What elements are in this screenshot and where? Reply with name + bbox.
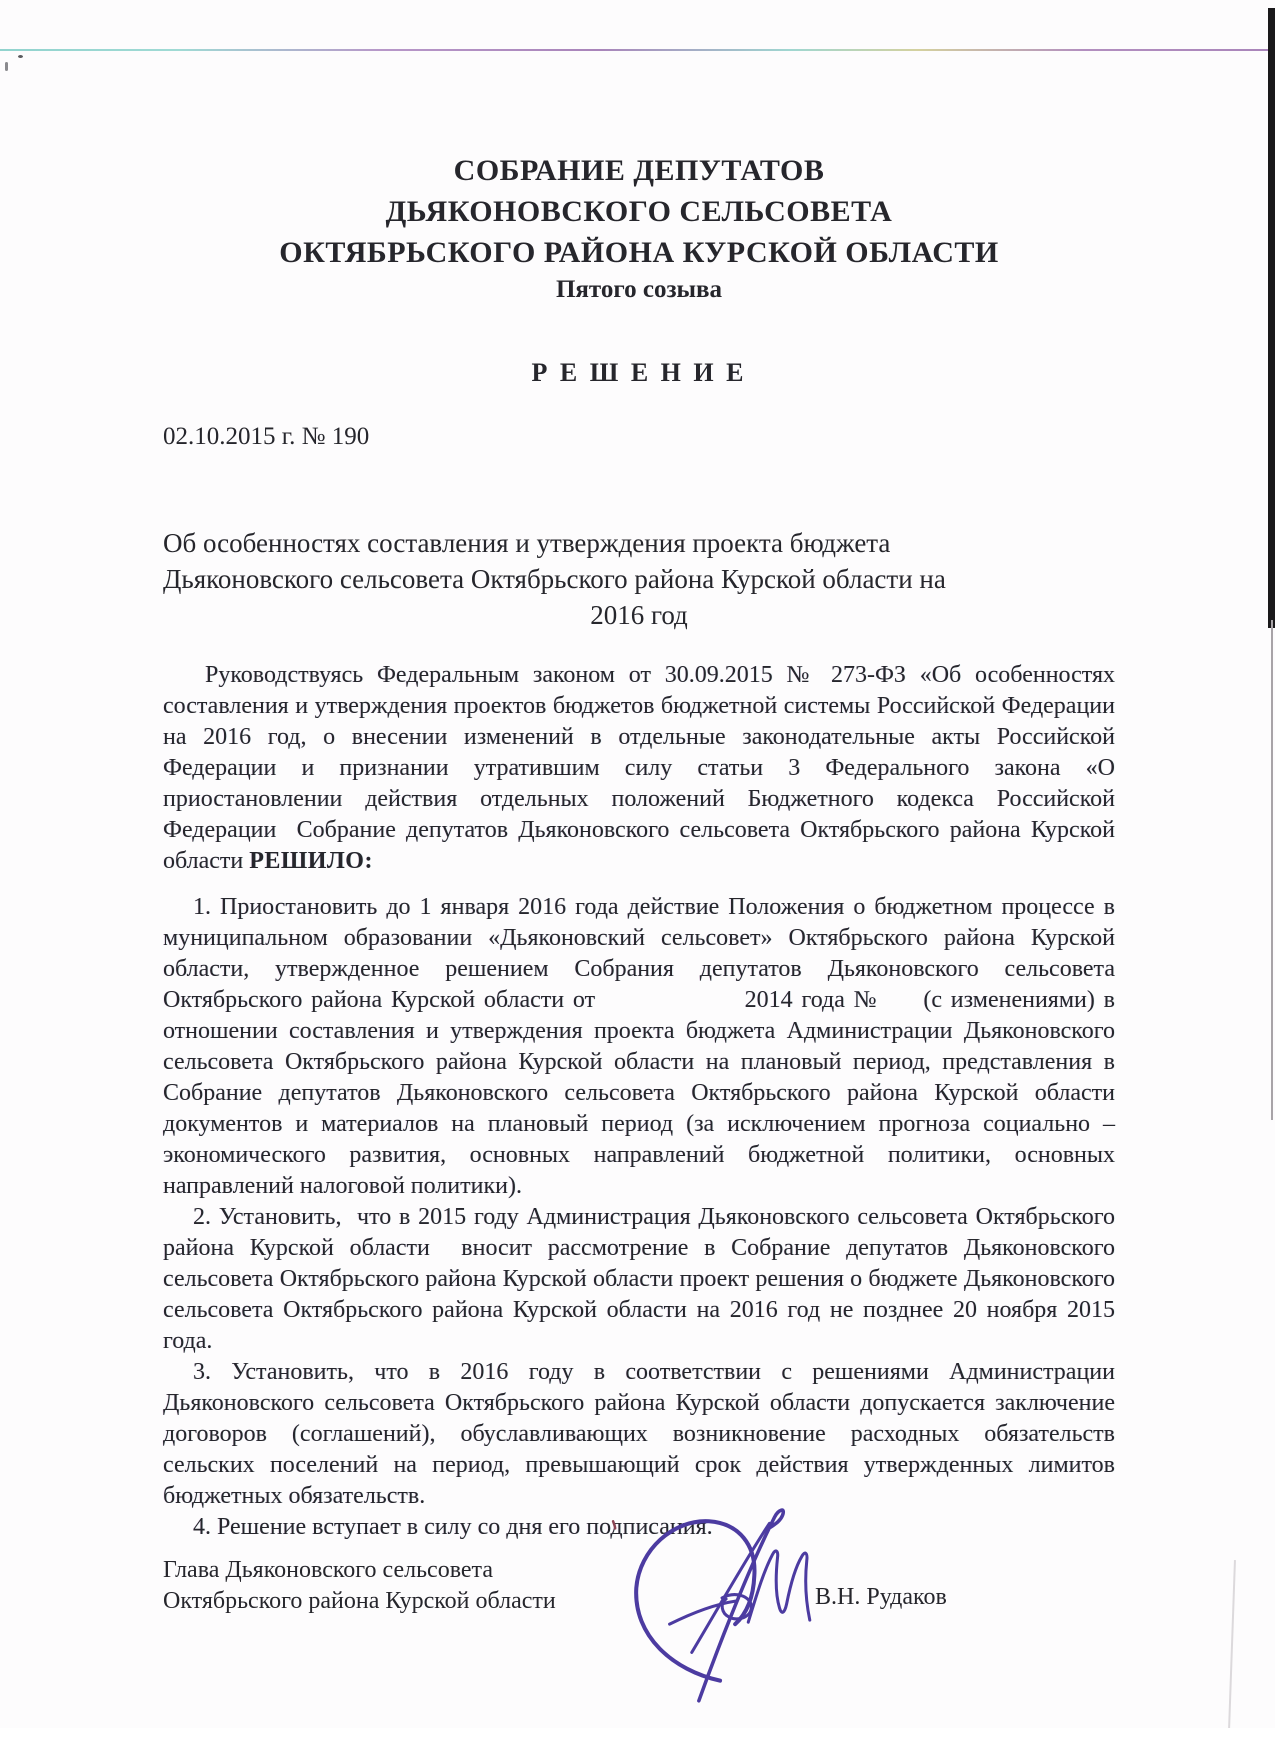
scan-artifact-speck — [5, 62, 8, 71]
scan-artifact-speck — [18, 55, 23, 58]
org-name-line-3: ОКТЯБРЬСКОГО РАЙОНА КУРСКОЙ ОБЛАСТИ — [279, 236, 999, 269]
scan-artifact-ink-speck — [613, 1521, 615, 1528]
signer-name: В.Н. Рудаков — [815, 1584, 947, 1610]
document-title — [163, 525, 1115, 633]
signature-block — [163, 1555, 1115, 1745]
convocation-line: Пятого созыва — [555, 276, 723, 303]
signature-handwritten — [601, 1499, 833, 1711]
resolution-item-1: 1. Приостановить до 1 января 2016 года действие Положения о бюджетном процессе в муниципальном образовании «Дьяконовский сельсовет» Октябрьского района Курской области, утвержденное решением Собрания депутатов Дьяконовского сельсовета Октябрьского района Курской области от 2014 года № (с изменениями) в отношении составления и утверждения проекта бюджета Администрации Дьяконовского сельсовета Октябрьского района Курской области на плановый период, представления в Собрание депутатов Дьяконовского сельсовета Октябрьского района Курской области документов и материалов на плановый период (за исключением прогноза социально – экономического развития, основных направлений бюджетной политики, основных направлений налоговой политики). — [163, 894, 1115, 1199]
document-type-heading: Р Е Ш Е Н И Е — [531, 358, 747, 387]
preamble-text: Руководствуясь Федеральным законом от 30.09.2015 № 273-ФЗ «Об особенностях составления и утверждения проектов бюджетов бюджетной системы Российской Федерации на 2016 год, о внесении изменений в отдельные законодательные акты Российской Федерации и признании утратившим силу статьи 3 Федерального закона «О приостановлении действия отдельных положений Бюджетного кодекса Российской Федерации Собрание депутатов Дьяконовского сельсовета Октябрьского района Курской области — [163, 662, 1115, 874]
document-header — [163, 0, 1115, 306]
resolved-word: РЕШИЛО: — [249, 848, 373, 874]
scan-artifact-paper-edge — [1228, 1560, 1236, 1730]
title-line-1: Об особенностях составления и утверждения проекта бюджета — [163, 528, 891, 558]
preamble-paragraph — [163, 660, 1115, 877]
resolution-item-2: 2. Установить, что в 2015 году Администрация Дьяконовского сельсовета Октябрьского района Курской области вносит рассмотрение в Собрание депутатов Дьяконовского сельсовета Октябрьского района Курской области проект решения о бюджете Дьяконовского сельсовета Октябрьского района Курской области на 2016 год не позднее 20 ноября 2015 года. — [163, 1204, 1115, 1354]
signer-position-line-1: Глава Дьяконовского сельсовета — [163, 1557, 493, 1583]
date-and-number: 02.10.2015 г. № 190 — [163, 423, 370, 450]
scan-artifact-right-edge-thin — [1271, 620, 1273, 1120]
org-name-line-1: СОБРАНИЕ ДЕПУТАТОВ — [453, 154, 825, 187]
resolution-item-3: 3. Установить, что в 2016 году в соответствии с решениями Администрации Дьяконовского сельсовета Октябрьского района Курской области допускается заключение договоров (соглашений), обуславливающих возникновение расходных обязательств сельских поселений на период, превышающий срок действия утвержденных лимитов бюджетных обязательств. — [163, 1359, 1115, 1509]
resolution-item-4: 4. Решение вступает в силу со дня его подписания. — [193, 1514, 713, 1540]
signer-position-line-2: Октябрьского района Курской области — [163, 1588, 556, 1614]
title-line-3: 2016 год — [590, 600, 688, 630]
title-line-2: Дьяконовского сельсовета Октябрьского района Курской области на — [163, 564, 946, 594]
scan-artifact-right-edge — [1268, 8, 1275, 628]
scan-artifact-bottom-margin — [0, 1728, 1275, 1750]
org-name-line-2: ДЬЯКОНОВСКОГО СЕЛЬСОВЕТА — [385, 195, 893, 228]
